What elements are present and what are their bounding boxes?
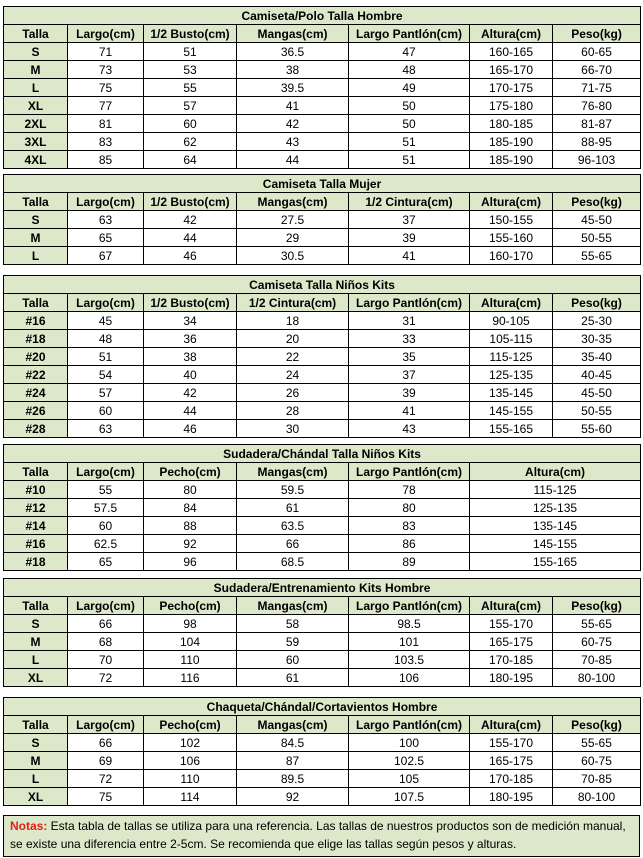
- table-cell: 38: [144, 348, 237, 366]
- table-cell: 66: [68, 734, 144, 752]
- size-label: #18: [4, 553, 68, 571]
- column-header: Altura(cm): [470, 25, 553, 43]
- table-cell: 105-115: [470, 330, 553, 348]
- table-cell: 41: [349, 402, 470, 420]
- table-title: Sudadera/Entrenamiento Kits Hombre: [4, 579, 641, 597]
- table-cell: 36.5: [237, 43, 349, 61]
- table-row: [4, 312, 641, 330]
- table-cell: 55-60: [553, 420, 641, 438]
- table-cell: 44: [144, 402, 237, 420]
- table-cell: 48: [349, 61, 470, 79]
- table-cell: 57: [68, 384, 144, 402]
- size-label: S: [4, 615, 68, 633]
- size-label: M: [4, 633, 68, 651]
- table-row: [4, 535, 641, 553]
- size-label: #28: [4, 420, 68, 438]
- table-cell: 104: [144, 633, 237, 651]
- table-cell: 88: [144, 517, 237, 535]
- table-cell: 84: [144, 499, 237, 517]
- table-cell: 35-40: [553, 348, 641, 366]
- column-header: Talla: [4, 294, 68, 312]
- table-cell: 75: [68, 788, 144, 806]
- table-cell: 71: [68, 43, 144, 61]
- column-header: Largo Pantlón(cm): [349, 463, 470, 481]
- table-row: [4, 43, 641, 61]
- table-cell: 42: [144, 384, 237, 402]
- table-cell: 84.5: [237, 734, 349, 752]
- table-cell: 55-65: [553, 247, 641, 265]
- table-cell: 50-55: [553, 402, 641, 420]
- table-cell: 115-125: [470, 348, 553, 366]
- column-header: Largo Pantlón(cm): [349, 597, 470, 615]
- table-title: Camiseta/Polo Talla Hombre: [4, 7, 641, 25]
- table-cell: 53: [144, 61, 237, 79]
- table-cell: 80: [349, 499, 470, 517]
- table-cell: 106: [349, 669, 470, 687]
- table-cell: 102: [144, 734, 237, 752]
- size-label: 3XL: [4, 133, 68, 151]
- table-cell: 45-50: [553, 211, 641, 229]
- size-label: L: [4, 770, 68, 788]
- table-cell: 55-65: [553, 615, 641, 633]
- header-row: [4, 294, 641, 312]
- table-cell: 155-165: [470, 553, 641, 571]
- table-cell: 62: [144, 133, 237, 151]
- table-cell: 90-105: [470, 312, 553, 330]
- size-label: L: [4, 651, 68, 669]
- table-cell: 54: [68, 366, 144, 384]
- table-cell: 22: [237, 348, 349, 366]
- size-label: #20: [4, 348, 68, 366]
- table-cell: 57.5: [68, 499, 144, 517]
- table-cell: 68.5: [237, 553, 349, 571]
- column-header: Mangas(cm): [237, 716, 349, 734]
- size-label: L: [4, 79, 68, 97]
- table-cell: 48: [68, 330, 144, 348]
- size-label: #26: [4, 402, 68, 420]
- size-table-jacket-men: [3, 697, 641, 806]
- table-cell: 96-103: [553, 151, 641, 169]
- table-cell: 38: [237, 61, 349, 79]
- table-row: [4, 79, 641, 97]
- table-cell: 51: [68, 348, 144, 366]
- table-cell: 80: [144, 481, 237, 499]
- table-cell: 110: [144, 651, 237, 669]
- column-header: Talla: [4, 193, 68, 211]
- size-label: L: [4, 247, 68, 265]
- table-cell: 185-190: [470, 151, 553, 169]
- size-table-sweat-kids: [3, 444, 641, 571]
- table-cell: 45-50: [553, 384, 641, 402]
- table-cell: 155-165: [470, 420, 553, 438]
- column-header: Mangas(cm): [237, 25, 349, 43]
- size-label: M: [4, 229, 68, 247]
- column-header: 1/2 Busto(cm): [144, 193, 237, 211]
- table-title: Camiseta Talla Niños Kits: [4, 276, 641, 294]
- column-header: Peso(kg): [553, 25, 641, 43]
- table-cell: 180-195: [470, 669, 553, 687]
- table-cell: 36: [144, 330, 237, 348]
- table-cell: 88-95: [553, 133, 641, 151]
- table-cell: 106: [144, 752, 237, 770]
- size-table-polo-men: [3, 6, 641, 169]
- table-cell: 96: [144, 553, 237, 571]
- table-cell: 27.5: [237, 211, 349, 229]
- table-cell: 39: [349, 229, 470, 247]
- table-row: [4, 384, 641, 402]
- table-cell: 50-55: [553, 229, 641, 247]
- table-cell: 60: [68, 402, 144, 420]
- table-row: [4, 553, 641, 571]
- table-cell: 55: [144, 79, 237, 97]
- table-cell: 145-155: [470, 535, 641, 553]
- table-cell: 180-195: [470, 788, 553, 806]
- table-cell: 55: [68, 481, 144, 499]
- column-header: Peso(kg): [553, 716, 641, 734]
- size-label: XL: [4, 97, 68, 115]
- table-cell: 80-100: [553, 669, 641, 687]
- column-header: 1/2 Cintura(cm): [349, 193, 470, 211]
- table-row: [4, 651, 641, 669]
- table-cell: 70-85: [553, 651, 641, 669]
- table-row: [4, 669, 641, 687]
- table-cell: 51: [144, 43, 237, 61]
- table-cell: 72: [68, 669, 144, 687]
- table-row: [4, 420, 641, 438]
- table-row: [4, 752, 641, 770]
- table-cell: 85: [68, 151, 144, 169]
- size-label: S: [4, 43, 68, 61]
- table-cell: 98.5: [349, 615, 470, 633]
- table-cell: 67: [68, 247, 144, 265]
- column-header: Talla: [4, 25, 68, 43]
- table-cell: 60-75: [553, 633, 641, 651]
- column-header: Altura(cm): [470, 294, 553, 312]
- table-cell: 89: [349, 553, 470, 571]
- table-row: [4, 366, 641, 384]
- table-cell: 62.5: [68, 535, 144, 553]
- table-cell: 29: [237, 229, 349, 247]
- size-label: XL: [4, 788, 68, 806]
- table-cell: 107.5: [349, 788, 470, 806]
- table-cell: 30.5: [237, 247, 349, 265]
- column-header: Largo Pantlón(cm): [349, 716, 470, 734]
- table-row: [4, 211, 641, 229]
- size-label: #16: [4, 312, 68, 330]
- table-cell: 41: [349, 247, 470, 265]
- size-label: #24: [4, 384, 68, 402]
- column-header: Altura(cm): [470, 716, 553, 734]
- table-row: [4, 788, 641, 806]
- table-cell: 73: [68, 61, 144, 79]
- table-cell: 114: [144, 788, 237, 806]
- table-cell: 110: [144, 770, 237, 788]
- size-table-tshirt-kids: [3, 275, 641, 438]
- table-cell: 115-125: [470, 481, 641, 499]
- table-cell: 57: [144, 97, 237, 115]
- table-cell: 185-190: [470, 133, 553, 151]
- size-label: #14: [4, 517, 68, 535]
- table-cell: 98: [144, 615, 237, 633]
- column-header: Altura(cm): [470, 193, 553, 211]
- table-row: [4, 615, 641, 633]
- size-table-training-men: [3, 578, 641, 687]
- table-cell: 155-170: [470, 734, 553, 752]
- table-row: [4, 229, 641, 247]
- table-cell: 63.5: [237, 517, 349, 535]
- table-cell: 78: [349, 481, 470, 499]
- table-cell: 60-65: [553, 43, 641, 61]
- column-header: Talla: [4, 597, 68, 615]
- size-label: S: [4, 734, 68, 752]
- table-cell: 81: [68, 115, 144, 133]
- table-cell: 43: [349, 420, 470, 438]
- table-cell: 125-135: [470, 499, 641, 517]
- table-cell: 100: [349, 734, 470, 752]
- size-label: S: [4, 211, 68, 229]
- column-header: Largo(cm): [68, 25, 144, 43]
- table-cell: 26: [237, 384, 349, 402]
- table-cell: 70-85: [553, 770, 641, 788]
- table-cell: 42: [144, 211, 237, 229]
- column-header: Largo Pantlón(cm): [349, 25, 470, 43]
- column-header: Largo(cm): [68, 294, 144, 312]
- column-header: Mangas(cm): [237, 463, 349, 481]
- size-label: #10: [4, 481, 68, 499]
- table-cell: 55-65: [553, 734, 641, 752]
- table-row: [4, 348, 641, 366]
- table-cell: 59: [237, 633, 349, 651]
- table-cell: 47: [349, 43, 470, 61]
- table-row: [4, 151, 641, 169]
- table-cell: 35: [349, 348, 470, 366]
- column-header: Largo(cm): [68, 193, 144, 211]
- table-title: Camiseta Talla Mujer: [4, 175, 641, 193]
- column-header: Talla: [4, 463, 68, 481]
- column-header: Talla: [4, 716, 68, 734]
- table-cell: 45: [68, 312, 144, 330]
- table-row: [4, 133, 641, 151]
- notes-text: Esta tabla de tallas se utiliza para una referencia. Las tallas de nuestros productos son de medición manual, se existe una diferencia entre 2-5cm. Se recomienda que elige las tallas según pesos y alturas.: [10, 819, 626, 851]
- size-label: XL: [4, 669, 68, 687]
- table-cell: 160-170: [470, 247, 553, 265]
- table-cell: 160-165: [470, 43, 553, 61]
- column-header: Pecho(cm): [144, 463, 237, 481]
- table-cell: 50: [349, 97, 470, 115]
- table-cell: 37: [349, 211, 470, 229]
- column-header: 1/2 Busto(cm): [144, 25, 237, 43]
- table-row: [4, 115, 641, 133]
- table-cell: 63: [68, 211, 144, 229]
- table-cell: 40-45: [553, 366, 641, 384]
- size-label: 2XL: [4, 115, 68, 133]
- table-cell: 165-170: [470, 61, 553, 79]
- table-cell: 18: [237, 312, 349, 330]
- table-cell: 81-87: [553, 115, 641, 133]
- table-cell: 170-185: [470, 770, 553, 788]
- table-cell: 69: [68, 752, 144, 770]
- table-cell: 66-70: [553, 61, 641, 79]
- column-header: Mangas(cm): [237, 193, 349, 211]
- table-cell: 92: [237, 788, 349, 806]
- table-cell: 44: [144, 229, 237, 247]
- size-label: 4XL: [4, 151, 68, 169]
- table-row: [4, 402, 641, 420]
- table-cell: 165-175: [470, 633, 553, 651]
- table-cell: 46: [144, 420, 237, 438]
- table-cell: 89.5: [237, 770, 349, 788]
- table-cell: 65: [68, 229, 144, 247]
- table-cell: 20: [237, 330, 349, 348]
- size-label: #22: [4, 366, 68, 384]
- table-cell: 63: [68, 420, 144, 438]
- size-label: #12: [4, 499, 68, 517]
- size-label: M: [4, 61, 68, 79]
- table-row: [4, 770, 641, 788]
- table-cell: 135-145: [470, 517, 641, 535]
- table-cell: 37: [349, 366, 470, 384]
- table-cell: 135-145: [470, 384, 553, 402]
- table-cell: 77: [68, 97, 144, 115]
- table-cell: 80-100: [553, 788, 641, 806]
- size-label: M: [4, 752, 68, 770]
- table-cell: 42: [237, 115, 349, 133]
- table-cell: 145-155: [470, 402, 553, 420]
- table-cell: 155-160: [470, 229, 553, 247]
- table-cell: 75: [68, 79, 144, 97]
- table-cell: 125-135: [470, 366, 553, 384]
- table-cell: 39.5: [237, 79, 349, 97]
- table-cell: 30-35: [553, 330, 641, 348]
- table-cell: 51: [349, 133, 470, 151]
- header-row: [4, 193, 641, 211]
- table-cell: 33: [349, 330, 470, 348]
- size-label: #16: [4, 535, 68, 553]
- table-cell: 83: [349, 517, 470, 535]
- table-cell: 34: [144, 312, 237, 330]
- table-cell: 72: [68, 770, 144, 788]
- table-cell: 31: [349, 312, 470, 330]
- table-row: [4, 499, 641, 517]
- table-cell: 40: [144, 366, 237, 384]
- table-row: [4, 734, 641, 752]
- size-label: #18: [4, 330, 68, 348]
- table-row: [4, 97, 641, 115]
- table-cell: 61: [237, 499, 349, 517]
- table-cell: 70: [68, 651, 144, 669]
- column-header: 1/2 Cintura(cm): [237, 294, 349, 312]
- table-cell: 39: [349, 384, 470, 402]
- column-header: Largo Pantlón(cm): [349, 294, 470, 312]
- table-cell: 64: [144, 151, 237, 169]
- table-cell: 170-175: [470, 79, 553, 97]
- table-cell: 66: [237, 535, 349, 553]
- notes-box: [3, 815, 640, 857]
- table-title: Chaqueta/Chándal/Cortavientos Hombre: [4, 698, 641, 716]
- table-cell: 101: [349, 633, 470, 651]
- table-cell: 92: [144, 535, 237, 553]
- table-cell: 41: [237, 97, 349, 115]
- column-header: Peso(kg): [553, 193, 641, 211]
- table-cell: 170-185: [470, 651, 553, 669]
- table-row: [4, 61, 641, 79]
- table-cell: 150-155: [470, 211, 553, 229]
- column-header: Largo(cm): [68, 716, 144, 734]
- column-header: Altura(cm): [470, 597, 553, 615]
- column-header: Largo(cm): [68, 597, 144, 615]
- column-header: 1/2 Busto(cm): [144, 294, 237, 312]
- table-row: [4, 247, 641, 265]
- table-cell: 51: [349, 151, 470, 169]
- table-cell: 44: [237, 151, 349, 169]
- table-cell: 155-170: [470, 615, 553, 633]
- table-cell: 105: [349, 770, 470, 788]
- table-row: [4, 330, 641, 348]
- table-cell: 83: [68, 133, 144, 151]
- table-row: [4, 517, 641, 535]
- table-title: Sudadera/Chándal Talla Niños Kits: [4, 445, 641, 463]
- column-header: Pecho(cm): [144, 597, 237, 615]
- column-header: Largo(cm): [68, 463, 144, 481]
- table-cell: 46: [144, 247, 237, 265]
- table-row: [4, 481, 641, 499]
- header-row: [4, 25, 641, 43]
- table-cell: 175-180: [470, 97, 553, 115]
- table-cell: 60-75: [553, 752, 641, 770]
- notes-label: Notas:: [10, 819, 48, 833]
- table-cell: 24: [237, 366, 349, 384]
- table-cell: 87: [237, 752, 349, 770]
- table-row: [4, 633, 641, 651]
- table-cell: 102.5: [349, 752, 470, 770]
- table-cell: 25-30: [553, 312, 641, 330]
- table-cell: 165-175: [470, 752, 553, 770]
- table-cell: 28: [237, 402, 349, 420]
- column-header: Peso(kg): [553, 597, 641, 615]
- table-cell: 116: [144, 669, 237, 687]
- column-header: Altura(cm): [470, 463, 641, 481]
- table-cell: 60: [144, 115, 237, 133]
- table-cell: 76-80: [553, 97, 641, 115]
- table-cell: 68: [68, 633, 144, 651]
- table-cell: 43: [237, 133, 349, 151]
- table-cell: 59.5: [237, 481, 349, 499]
- table-cell: 60: [68, 517, 144, 535]
- table-cell: 65: [68, 553, 144, 571]
- table-cell: 180-185: [470, 115, 553, 133]
- column-header: Peso(kg): [553, 294, 641, 312]
- table-cell: 71-75: [553, 79, 641, 97]
- column-header: Pecho(cm): [144, 716, 237, 734]
- table-cell: 66: [68, 615, 144, 633]
- table-cell: 103.5: [349, 651, 470, 669]
- size-table-tshirt-women: [3, 174, 641, 265]
- header-row: [4, 597, 641, 615]
- table-cell: 58: [237, 615, 349, 633]
- table-cell: 60: [237, 651, 349, 669]
- table-cell: 86: [349, 535, 470, 553]
- table-cell: 50: [349, 115, 470, 133]
- table-cell: 49: [349, 79, 470, 97]
- table-cell: 30: [237, 420, 349, 438]
- table-cell: 61: [237, 669, 349, 687]
- header-row: [4, 463, 641, 481]
- column-header: Mangas(cm): [237, 597, 349, 615]
- header-row: [4, 716, 641, 734]
